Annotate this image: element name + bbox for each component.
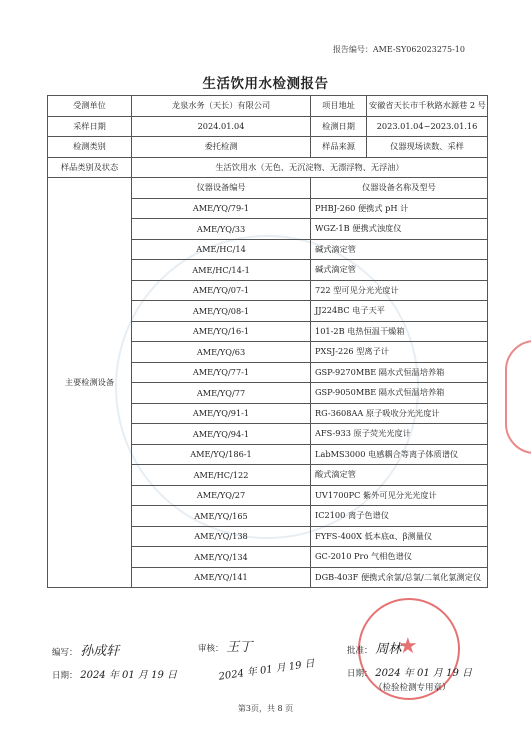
compiler-date: 2024 年 01 月 19 日 <box>80 670 178 681</box>
equipment-id: AME/HC/14-1 <box>132 260 311 281</box>
equipment-name: 碱式滴定管 <box>311 239 488 260</box>
equipment-name: FYFS-400X 低本底α、β测量仪 <box>311 526 488 547</box>
sample-source-value: 仪器现场读数、采样 <box>367 137 488 158</box>
equipment-id: AME/YQ/138 <box>132 526 311 547</box>
address-label: 项目地址 <box>311 96 367 117</box>
equipment-name: IC2100 离子色谱仪 <box>311 506 488 527</box>
reviewer-date-line <box>217 654 315 682</box>
info-row <box>48 137 488 158</box>
equipment-name: WGZ-1B 便携式浊度仪 <box>311 219 488 240</box>
info-row <box>48 96 488 117</box>
equipment-id: AME/YQ/141 <box>132 567 311 588</box>
unit-label: 受测单位 <box>48 96 132 117</box>
equipment-id: AME/YQ/63 <box>132 342 311 363</box>
page-title: 生活饮用水检测报告 <box>202 76 329 92</box>
equipment-name: GSP-9270MBE 隔水式恒温培养箱 <box>311 362 488 383</box>
equipment-name: 722 型可见分光光度计 <box>311 280 488 301</box>
equipment-name: PXSJ-226 型离子计 <box>311 342 488 363</box>
report-table <box>47 95 488 588</box>
equipment-id: AME/YQ/186-1 <box>132 444 311 465</box>
compiler-label: 编写： <box>52 648 78 658</box>
sample-state-label: 样品类别及状态 <box>48 157 132 178</box>
equipment-name: RG-3608AA 原子吸收分光光度计 <box>311 403 488 424</box>
reviewer-signature: 王丁 <box>226 640 253 655</box>
test-date-value: 2023.01.04~2023.01.16 <box>367 116 488 137</box>
equipment-id: AME/YQ/165 <box>132 506 311 527</box>
equipment-name: GC-2010 Pro 气相色谱仪 <box>311 547 488 568</box>
equipment-id: AME/YQ/94-1 <box>132 424 311 445</box>
test-type-label: 检测类别 <box>48 137 132 158</box>
reviewer-date: 2024 年 01 月 19 日 <box>217 658 316 683</box>
equipment-section-label: 主要检测设备 <box>48 178 132 588</box>
stamp-note: （检验检测专用章） <box>374 683 451 693</box>
equipment-name: 酸式滴定管 <box>311 465 488 486</box>
equipment-id: AME/YQ/77 <box>132 383 311 404</box>
sampling-date-label: 采样日期 <box>48 116 132 137</box>
approver-date-label: 日期： <box>347 669 373 679</box>
equipment-name-header: 仪器设备名称及型号 <box>311 178 488 199</box>
test-date-label: 检测日期 <box>311 116 367 137</box>
equipment-id: AME/YQ/77-1 <box>132 362 311 383</box>
compiler-date-label: 日期： <box>52 671 78 681</box>
compiler-signature: 孙成轩 <box>80 644 120 659</box>
approver-line <box>347 638 401 657</box>
equipment-id: AME/YQ/16-1 <box>132 321 311 342</box>
edge-stamp <box>505 340 531 454</box>
equipment-id: AME/HC/14 <box>132 239 311 260</box>
equipment-name: UV1700PC 紫外可见分光光度计 <box>311 485 488 506</box>
approver-signature: 周林 <box>375 642 402 657</box>
equipment-id: AME/YQ/07-1 <box>132 280 311 301</box>
equipment-id: AME/YQ/27 <box>132 485 311 506</box>
address-value: 安徽省天长市千秋路水源巷 2 号 <box>367 96 488 117</box>
equipment-id: AME/YQ/08-1 <box>132 301 311 322</box>
equipment-name: JJ224BC 电子天平 <box>311 301 488 322</box>
info-row <box>48 116 488 137</box>
sampling-date-value: 2024.01.04 <box>132 116 311 137</box>
sample-source-label: 样品来源 <box>311 137 367 158</box>
report-number: 报告编号：AME-SY062023275-10 <box>332 45 465 54</box>
equipment-id: AME/YQ/33 <box>132 219 311 240</box>
equipment-name: GSP-9050MBE 隔水式恒温培养箱 <box>311 383 488 404</box>
equipment-id-header: 仪器设备编号 <box>132 178 311 199</box>
equipment-id: AME/YQ/79-1 <box>132 198 311 219</box>
equipment-name: DGB-403F 便携式余氯/总氯/二氧化氯测定仪 <box>311 567 488 588</box>
compiler-line <box>52 640 119 659</box>
unit-value: 龙泉水务（天长）有限公司 <box>132 96 311 117</box>
equipment-name: PHBJ-260 便携式 pH 计 <box>311 198 488 219</box>
reviewer-label: 审核： <box>198 644 224 654</box>
equipment-name: LabMS3000 电感耦合等离子体质谱仪 <box>311 444 488 465</box>
info-row <box>48 157 488 178</box>
equipment-id: AME/YQ/134 <box>132 547 311 568</box>
equipment-id: AME/HC/122 <box>132 465 311 486</box>
seal-star-icon: ★ <box>398 634 418 659</box>
compiler-date-line <box>52 666 177 681</box>
equipment-id: AME/YQ/91-1 <box>132 403 311 424</box>
equipment-name: AFS-933 原子荧光光度计 <box>311 424 488 445</box>
sample-state-value: 生活饮用水（无色、无沉淀物、无漂浮物、无浮油） <box>132 157 488 178</box>
equipment-name: 101-2B 电热恒温干燥箱 <box>311 321 488 342</box>
approver-date: 2024 年 01 月 19 日 <box>375 668 473 679</box>
test-type-value: 委托检测 <box>132 137 311 158</box>
approver-label: 批准： <box>347 646 373 656</box>
equipment-header-row <box>48 178 488 199</box>
reviewer-line <box>198 636 252 655</box>
approver-date-line <box>347 664 472 679</box>
page-number: 第3页，共 8 页 <box>237 704 294 713</box>
equipment-name: 碱式滴定管 <box>311 260 488 281</box>
